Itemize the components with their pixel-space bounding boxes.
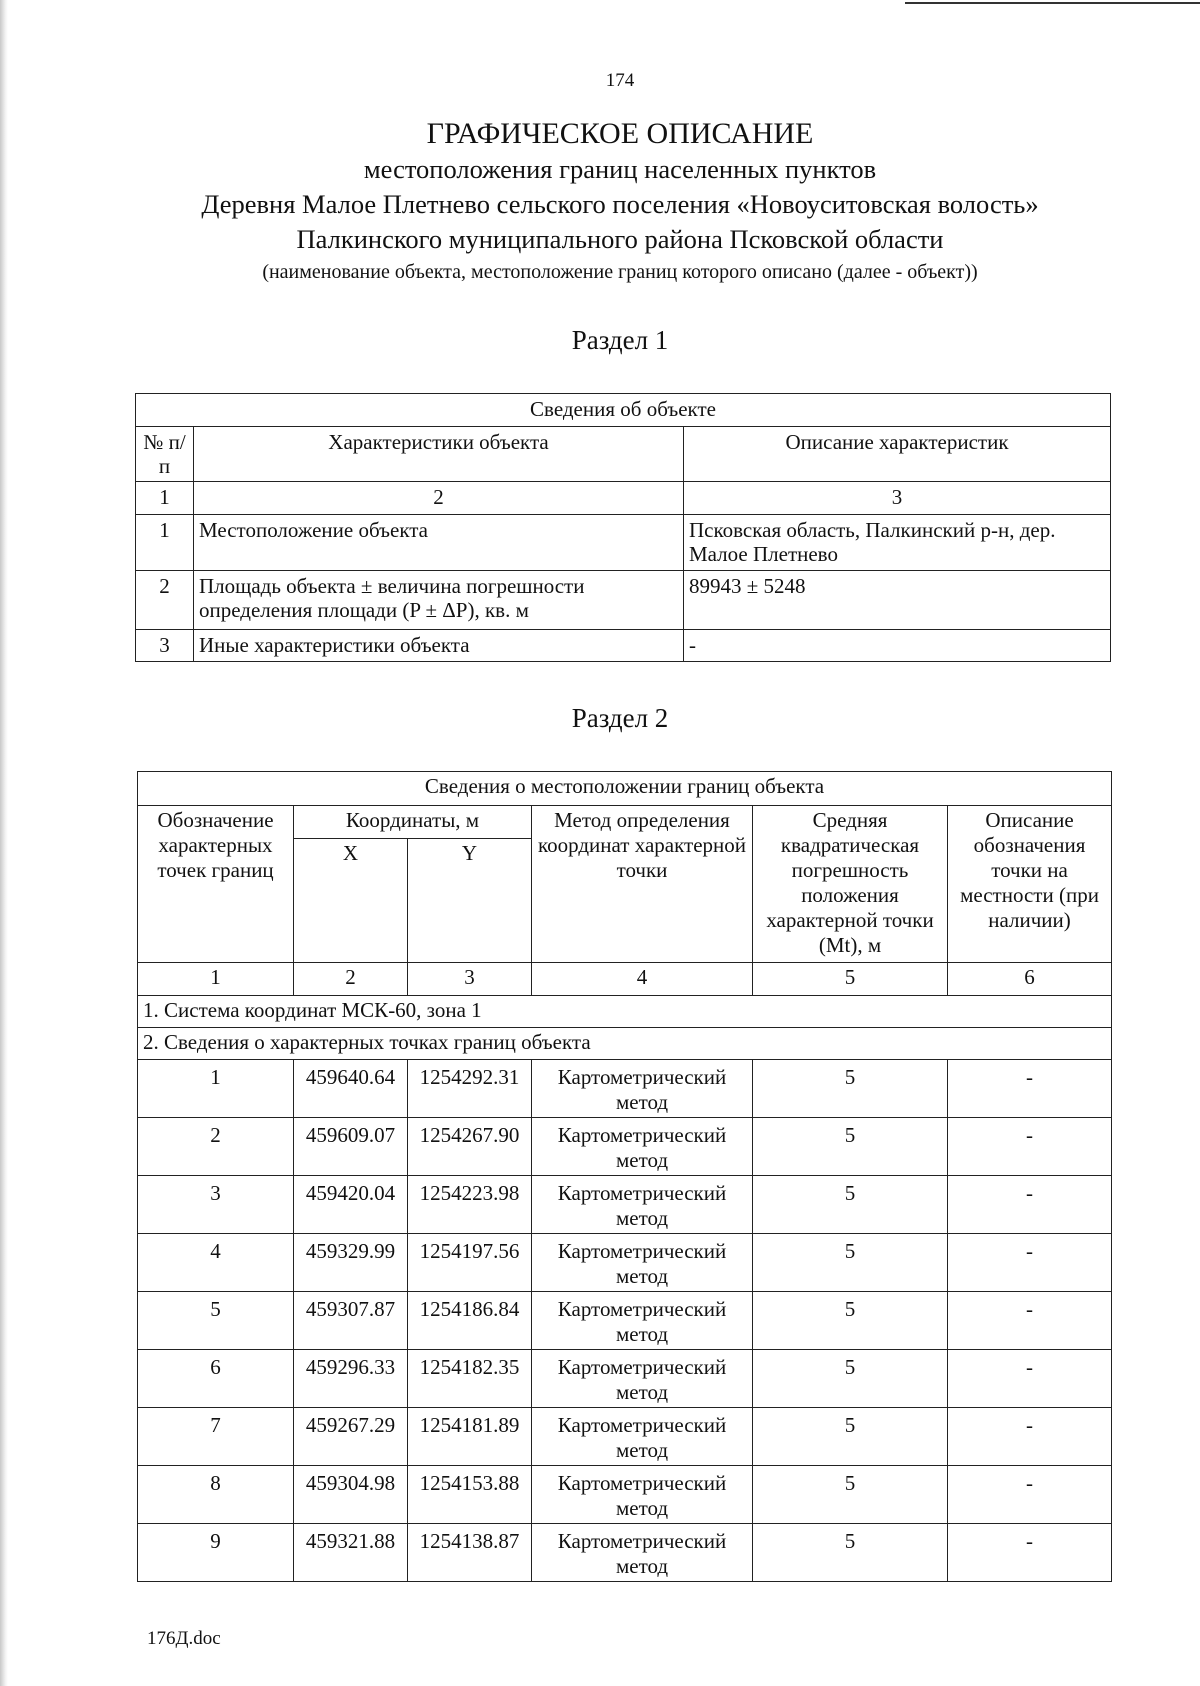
x-coordinate-cell: 459321.88: [294, 1524, 408, 1582]
page-number: 174: [605, 70, 635, 91]
y-coordinate-cell: 1254292.31: [408, 1060, 532, 1118]
object-info-table: [135, 393, 1111, 662]
table-row: [138, 1466, 1112, 1524]
column-header-point: Обозначение характерных точек границ: [138, 806, 294, 963]
point-description-cell: -: [948, 1292, 1112, 1350]
document-subtitle-2: Деревня Малое Плетнево сельского поселения «Новоуситовская волость»: [201, 189, 1039, 219]
table-row: [138, 1408, 1112, 1466]
description-cell: -: [684, 630, 1111, 662]
document-note: (наименование объекта, местоположение границ которого описано (далее - объект)): [262, 261, 978, 283]
y-coordinate-cell: 1254138.87: [408, 1524, 532, 1582]
description-cell: 89943 ± 5248: [684, 571, 1111, 630]
table-row: [138, 1234, 1112, 1292]
y-coordinate-cell: 1254186.84: [408, 1292, 532, 1350]
table-caption: Сведения о местоположении границ объекта: [138, 772, 1112, 806]
y-coordinate-cell: 1254153.88: [408, 1466, 532, 1524]
method-cell: Картометрический метод: [532, 1524, 753, 1582]
table-row: [136, 571, 1111, 630]
title-block: [0, 116, 1200, 287]
column-header: № п/п: [136, 427, 194, 482]
section-1-heading: Раздел 1: [571, 325, 669, 355]
error-cell: 5: [753, 1176, 948, 1234]
y-coordinate-cell: 1254181.89: [408, 1408, 532, 1466]
column-number: 2: [294, 963, 408, 996]
column-header-y: Y: [408, 839, 532, 963]
point-description-cell: -: [948, 1118, 1112, 1176]
row-number: 1: [136, 515, 194, 571]
column-number: 3: [684, 482, 1111, 515]
boundary-points-table: [137, 771, 1112, 1582]
characteristic-cell: Площадь объекта ± величина погрешности определения площади (P ± ΔP), кв. м: [194, 571, 684, 630]
x-coordinate-cell: 459267.29: [294, 1408, 408, 1466]
point-description-cell: -: [948, 1466, 1112, 1524]
coordinate-system-row: 1. Система координат МСК-60, зона 1: [138, 996, 1112, 1028]
column-number: 2: [194, 482, 684, 515]
point-description-cell: -: [948, 1060, 1112, 1118]
table-row: [136, 630, 1111, 662]
x-coordinate-cell: 459420.04: [294, 1176, 408, 1234]
section-2-heading: Раздел 2: [571, 703, 669, 733]
column-header: Характеристики объекта: [194, 427, 684, 482]
error-cell: 5: [753, 1292, 948, 1350]
document-subtitle-1: местоположения границ населенных пунктов: [363, 154, 877, 184]
x-coordinate-cell: 459296.33: [294, 1350, 408, 1408]
y-coordinate-cell: 1254223.98: [408, 1176, 532, 1234]
point-description-cell: -: [948, 1234, 1112, 1292]
method-cell: Картометрический метод: [532, 1292, 753, 1350]
column-header-method: Метод определения координат характерной точки: [532, 806, 753, 963]
table-row: [138, 1292, 1112, 1350]
column-number: 1: [138, 963, 294, 996]
method-cell: Картометрический метод: [532, 1234, 753, 1292]
table-row: [138, 1350, 1112, 1408]
point-id-cell: 8: [138, 1466, 294, 1524]
point-id-cell: 9: [138, 1524, 294, 1582]
y-coordinate-cell: 1254267.90: [408, 1118, 532, 1176]
points-body: [138, 1060, 1112, 1582]
x-coordinate-cell: 459640.64: [294, 1060, 408, 1118]
point-id-cell: 5: [138, 1292, 294, 1350]
y-coordinate-cell: 1254197.56: [408, 1234, 532, 1292]
point-id-cell: 1: [138, 1060, 294, 1118]
column-header: Описание характеристик: [684, 427, 1111, 482]
points-caption-row: 2. Сведения о характерных точках границ объекта: [138, 1028, 1112, 1060]
error-cell: 5: [753, 1466, 948, 1524]
document-subtitle-3: Палкинского муниципального района Псковской области: [296, 224, 944, 254]
x-coordinate-cell: 459304.98: [294, 1466, 408, 1524]
table-row: [136, 515, 1111, 571]
table-row: [138, 1176, 1112, 1234]
row-number: 3: [136, 630, 194, 662]
y-coordinate-cell: 1254182.35: [408, 1350, 532, 1408]
column-header-error: Средняя квадратическая погрешность положения характерной точки (Mt), м: [753, 806, 948, 963]
method-cell: Картометрический метод: [532, 1060, 753, 1118]
document-title: ГРАФИЧЕСКОЕ ОПИСАНИЕ: [426, 117, 814, 150]
table-row: [138, 1118, 1112, 1176]
method-cell: Картометрический метод: [532, 1408, 753, 1466]
column-header-coordinates: Координаты, м: [294, 806, 532, 839]
point-id-cell: 2: [138, 1118, 294, 1176]
x-coordinate-cell: 459329.99: [294, 1234, 408, 1292]
table-row: [138, 1060, 1112, 1118]
x-coordinate-cell: 459609.07: [294, 1118, 408, 1176]
table-row: [138, 1524, 1112, 1582]
characteristic-cell: Местоположение объекта: [194, 515, 684, 571]
error-cell: 5: [753, 1060, 948, 1118]
column-header-description: Описание обозначения точки на местности (при наличии): [948, 806, 1112, 963]
error-cell: 5: [753, 1350, 948, 1408]
method-cell: Картометрический метод: [532, 1176, 753, 1234]
column-number: 6: [948, 963, 1112, 996]
x-coordinate-cell: 459307.87: [294, 1292, 408, 1350]
error-cell: 5: [753, 1118, 948, 1176]
method-cell: Картометрический метод: [532, 1466, 753, 1524]
point-description-cell: -: [948, 1176, 1112, 1234]
characteristic-cell: Иные характеристики объекта: [194, 630, 684, 662]
method-cell: Картометрический метод: [532, 1350, 753, 1408]
column-header-x: X: [294, 839, 408, 963]
column-number: 3: [408, 963, 532, 996]
point-description-cell: -: [948, 1408, 1112, 1466]
column-number: 4: [532, 963, 753, 996]
description-cell: Псковская область, Палкинский р-н, дер. Малое Плетнево: [684, 515, 1111, 571]
error-cell: 5: [753, 1408, 948, 1466]
point-id-cell: 3: [138, 1176, 294, 1234]
row-number: 2: [136, 571, 194, 630]
column-number: 1: [136, 482, 194, 515]
error-cell: 5: [753, 1524, 948, 1582]
error-cell: 5: [753, 1234, 948, 1292]
point-description-cell: -: [948, 1350, 1112, 1408]
column-number: 5: [753, 963, 948, 996]
method-cell: Картометрический метод: [532, 1118, 753, 1176]
footer-filename: 176Д.doc: [147, 1628, 221, 1649]
point-id-cell: 7: [138, 1408, 294, 1466]
scan-top-line: [905, 2, 1200, 4]
point-description-cell: -: [948, 1524, 1112, 1582]
point-id-cell: 4: [138, 1234, 294, 1292]
point-id-cell: 6: [138, 1350, 294, 1408]
table-caption: Сведения об объекте: [136, 394, 1111, 427]
